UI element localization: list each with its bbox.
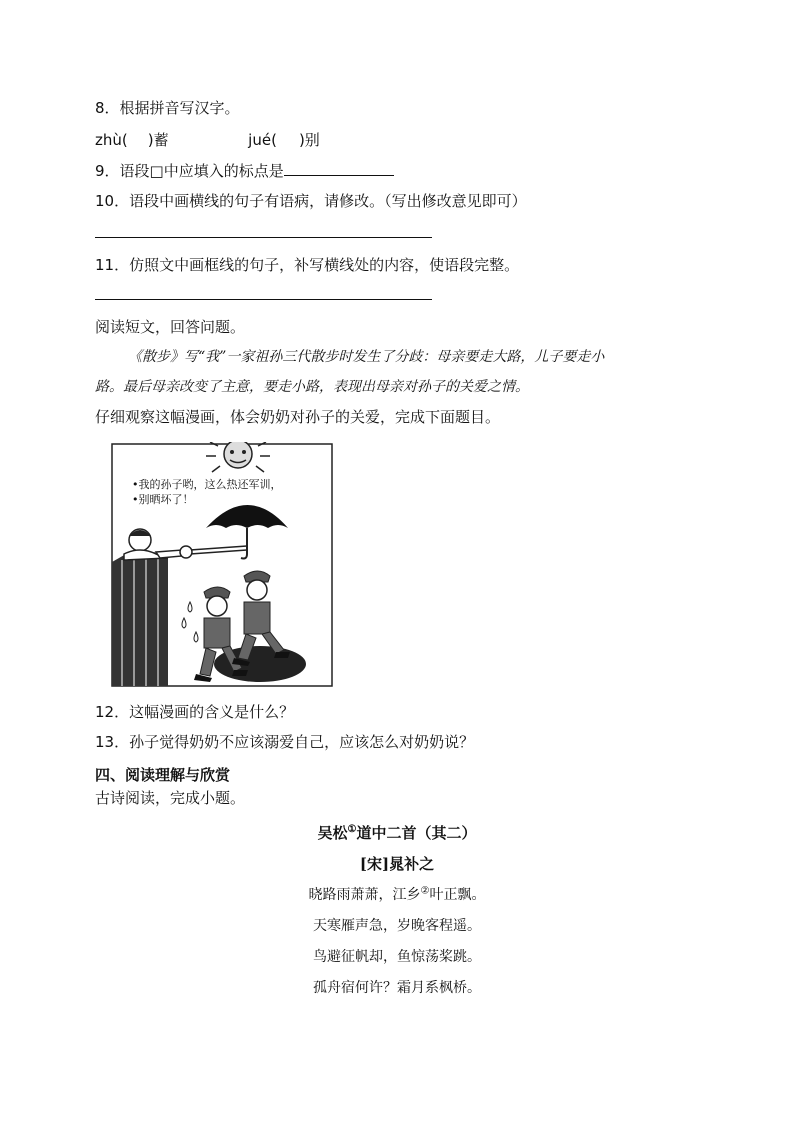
section-4-intro-text: 古诗阅读，完成小题。	[95, 789, 246, 807]
poem-line-1-footnote: ②	[420, 885, 430, 897]
question-13-text: 13．孙子觉得奶奶不应该溺爱自己，应该怎么对奶奶说？	[95, 733, 475, 751]
reading-task	[95, 407, 500, 427]
reading-intro-text: 阅读短文，回答问题。	[95, 318, 246, 336]
question-12-text: 12．这幅漫画的含义是什么？	[95, 703, 295, 721]
poem-author-text: [宋]晁补之	[359, 855, 435, 873]
pinyin-item-1-char: )蓄	[147, 131, 169, 149]
answer-line-10[interactable]	[95, 237, 432, 238]
reading-passage-line-1	[128, 347, 604, 367]
reading-intro	[95, 317, 245, 337]
pinyin-item-2: jué(	[248, 131, 277, 149]
pinyin-item-2-char: )别	[298, 131, 320, 149]
question-11-text: 11．仿照文中画框线的句子，补写横线处的内容，使语段完整。	[95, 256, 520, 274]
question-11	[95, 255, 519, 275]
question-8-pinyin-row	[95, 130, 320, 150]
poem-line-1-part-1: 晓路雨萧萧，江乡	[308, 887, 421, 903]
reading-task-text: 仔细观察这幅漫画，体会奶奶对孙子的关爱，完成下面题目。	[95, 408, 501, 426]
poem-line-4-text: 孤舟宿何许？霜月系枫桥。	[313, 980, 481, 996]
section-4-heading-text: 四、阅读理解与欣赏	[95, 766, 231, 784]
question-9-text: 9．语段□中应填入的标点是	[95, 162, 284, 180]
poem-title-part-2: 道中二首（其二）	[356, 824, 477, 842]
section-4-intro	[95, 788, 245, 808]
question-12	[95, 702, 294, 722]
question-10-text: 10．语段中画横线的句子有语病，请修改。（写出修改意见即可）	[95, 192, 527, 210]
answer-line-11[interactable]	[95, 299, 432, 300]
grandma-cartoon	[110, 442, 334, 688]
poem-title-part-1: 吴松	[317, 824, 348, 842]
question-13	[95, 732, 474, 752]
fence	[112, 552, 168, 686]
poem-line-2	[0, 915, 794, 935]
poem-line-1-part-2: 叶正飘。	[429, 887, 486, 903]
poem-author	[0, 853, 794, 874]
poem-title-footnote: ①	[347, 824, 357, 835]
question-9	[95, 160, 394, 181]
passage-text-1: 《散步》写“我”一家祖孙三代散步时发生了分歧：母亲要走大路，儿子要走小	[128, 349, 605, 365]
cartoon-drawing	[110, 442, 334, 688]
poem-line-2-text: 天寒雁声急，岁晚客程遥。	[313, 918, 481, 934]
question-10	[95, 191, 527, 211]
pinyin-item-1: zhù(	[95, 131, 128, 149]
poem-line-4	[0, 977, 794, 997]
reading-passage-line-2	[95, 377, 529, 397]
poem-line-1	[0, 884, 794, 904]
passage-text-2: 路。最后母亲改变了主意，要走小路，表现出母亲对孙子的关爱之情。	[95, 379, 529, 395]
bubble-line-2: •别晒坏了！	[132, 493, 194, 506]
question-8	[95, 98, 240, 118]
poem-line-3	[0, 946, 794, 966]
bubble-line-1: •我的孙子哟，这么热还军训，	[132, 478, 282, 491]
question-8-text: 8．根据拼音写汉字。	[95, 99, 240, 117]
poem-line-3-text: 鸟避征帆却，鱼惊荡桨跳。	[313, 949, 481, 965]
poem-title	[0, 822, 794, 843]
section-4-heading	[95, 765, 230, 785]
answer-blank-9[interactable]	[284, 160, 394, 176]
